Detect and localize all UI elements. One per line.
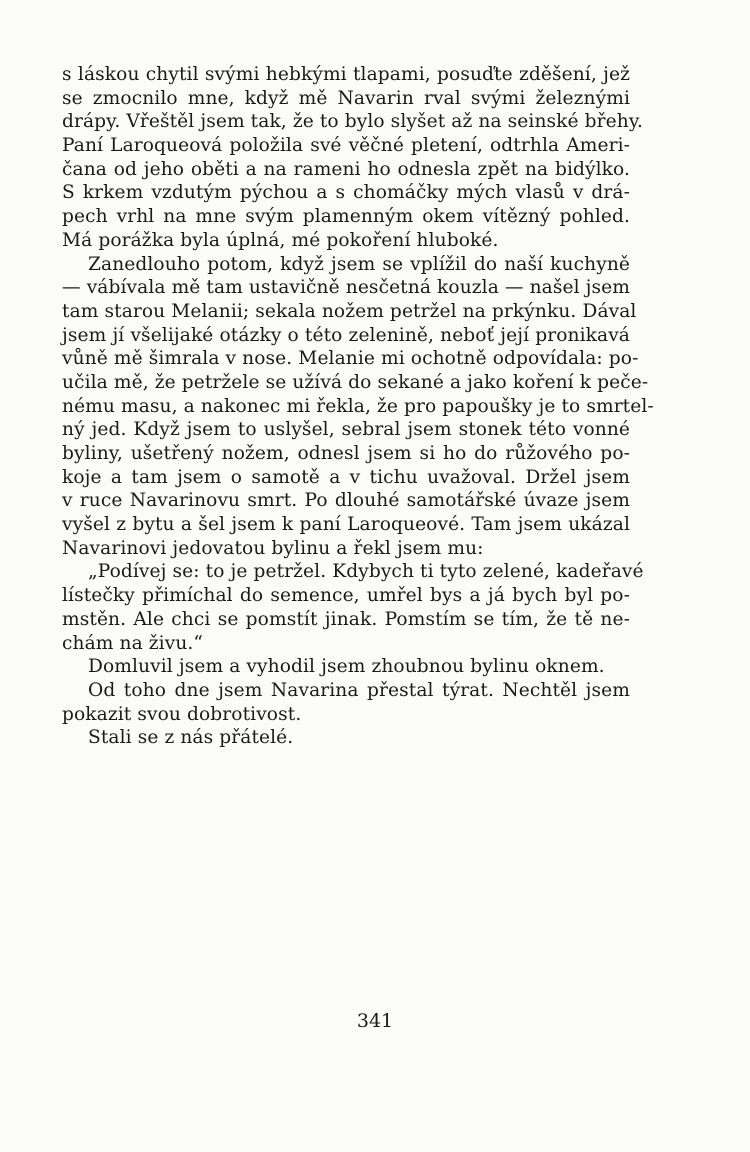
text-line: mstěn. Ale chci se pomstít jinak. Pomstím se tím, že tě ne- bbox=[62, 608, 630, 630]
text-line: ný jed. Když jsem to uslyšel, sebral jsem stonek této vonné bbox=[62, 419, 630, 441]
text-line: lístečky přimíchal do semence, umřel bys a já bych byl po- bbox=[62, 585, 630, 607]
text-line: Zanedlouho potom, když jsem se vplížil do naší kuchyně bbox=[88, 253, 630, 275]
text-line: koje a tam jsem o samotě a v tichu uvažoval. Držel jsem bbox=[62, 466, 630, 488]
text-line: v ruce Navarinovu smrt. Po dlouhé samotářské úvaze jsem bbox=[62, 490, 630, 512]
text-line: Paní Laroqueová položila své věčné pletení, odtrhla Ameri- bbox=[62, 135, 630, 157]
text-line: „Podívej se: to je petržel. Kdybych ti tyto zelené, kadeřavé bbox=[88, 561, 644, 583]
body-text bbox=[62, 63, 654, 750]
text-line: vůně mě šimrala v nose. Melanie mi ochotně odpovídala: po- bbox=[62, 348, 639, 370]
text-line: Má porážka byla úplná, mé pokoření hluboké. bbox=[62, 229, 499, 251]
text-line: pokazit svou dobrotivost. bbox=[62, 703, 302, 725]
text-line: Od toho dne jsem Navarina přestal týrat. Nechtěl jsem bbox=[88, 679, 630, 701]
text-line: S krkem vzdutým pýchou a s chomáčky mých vlasů v drá- bbox=[62, 182, 630, 204]
text-line: s láskou chytil svými hebkými tlapami, posuďte zděšení, jež bbox=[62, 64, 630, 85]
text-line: jsem jí všelijaké otázky o této zelenině, neboť její pronikavá bbox=[62, 324, 630, 346]
text-line: Stali se z nás přátelé. bbox=[88, 727, 294, 749]
text-line: drápy. Vřeštěl jsem tak, že to bylo slyšet až na seinské břehy. bbox=[62, 111, 643, 133]
text-line: pech vrhl na mne svým plamenným okem vítězný pohled. bbox=[62, 206, 630, 228]
text-line: nému masu, a nakonec mi řekla, že pro papoušky je to smrtel- bbox=[62, 395, 654, 417]
text-line: vyšel z bytu a šel jsem k paní Laroqueové. Tam jsem ukázal bbox=[62, 514, 630, 536]
text-line: tam starou Melanii; sekala nožem petržel na prkýnku. Dával bbox=[62, 300, 637, 322]
text-line: učila mě, že petržele se užívá do sekané a jako koření k peče- bbox=[62, 371, 649, 393]
text-line: byliny, ušetřený nožem, odnesl jsem si ho do růžového po- bbox=[62, 443, 630, 464]
text-line: čana od jeho oběti a na rameni ho odnesla zpět na bidýlko. bbox=[62, 158, 630, 180]
text-line: Domluvil jsem a vyhodil jsem zhoubnou bylinu oknem. bbox=[88, 656, 605, 678]
text-line: chám na živu.“ bbox=[62, 632, 204, 654]
page-number: 341 bbox=[356, 1010, 394, 1032]
text-line: Navarinovi jedovatou bylinu a řekl jsem mu: bbox=[62, 537, 484, 559]
text-line: se zmocnilo mne, když mě Navarin rval svými železnými bbox=[62, 87, 630, 109]
text-line: — vábívala mě tam ustavičně nesčetná kouzla — našel jsem bbox=[62, 277, 631, 299]
